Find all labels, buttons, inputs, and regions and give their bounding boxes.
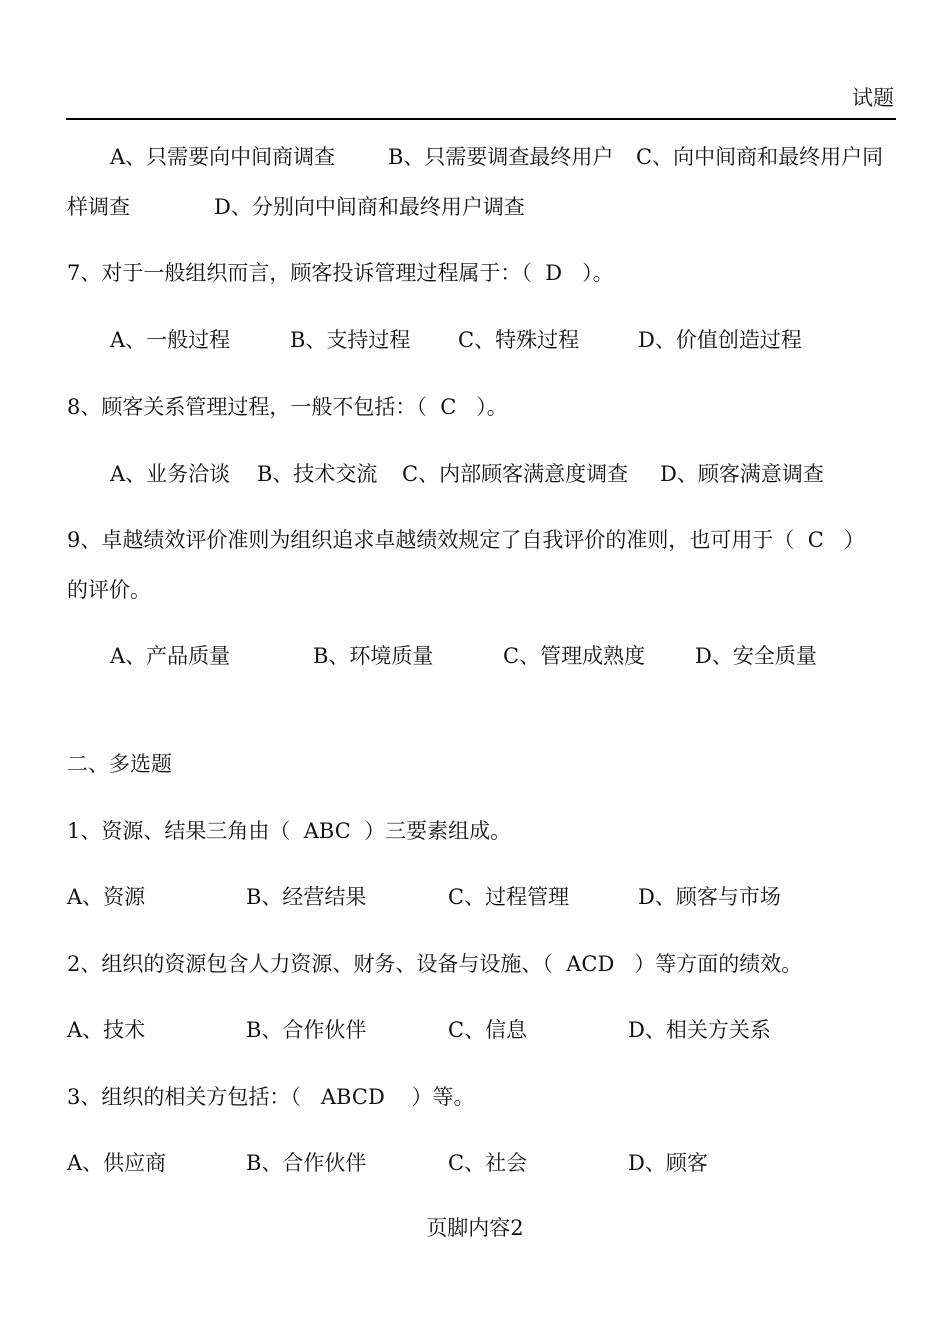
m3-option-a: A、供应商	[67, 1151, 167, 1175]
option-d: D、分别向中间商和最终用户调查	[214, 195, 525, 219]
m1-option-a: A、资源	[67, 885, 146, 909]
q7-option-c: C、特殊过程	[458, 328, 580, 352]
q8-option-c: C、内部顾客满意度调查	[402, 462, 629, 486]
q9-option-a: A、产品质量	[110, 644, 231, 668]
question-9: 9、卓越绩效评价准则为组织追求卓越绩效规定了自我评价的准则，也可用于（ C ）	[67, 528, 865, 552]
m1-option-c: C、过程管理	[448, 885, 570, 909]
m1-option-d: D、顾客与市场	[638, 885, 781, 909]
q8-option-d: D、顾客满意调查	[660, 462, 824, 486]
m1-option-b: B、经营结果	[246, 885, 367, 909]
header-divider	[66, 118, 896, 120]
option-a: A、只需要向中间商调查	[110, 145, 336, 169]
option-c: C、向中间商和最终用户同	[636, 145, 884, 169]
page-header-title: 试题	[852, 86, 894, 110]
m3-option-d: D、顾客	[628, 1151, 708, 1175]
m3-option-c: C、社会	[448, 1151, 528, 1175]
m2-option-d: D、相关方关系	[628, 1018, 771, 1042]
question-8: 8、顾客关系管理过程，一般不包括：（ C ）。	[67, 395, 508, 419]
q7-option-d: D、价值创造过程	[638, 328, 802, 352]
m2-option-a: A、技术	[67, 1018, 146, 1042]
q7-option-b: B、支持过程	[290, 328, 411, 352]
option-b: B、只需要调查最终用户	[388, 145, 614, 169]
multi-question-1: 1、资源、结果三角由（ ABC ）三要素组成。	[67, 819, 512, 843]
multi-question-3: 3、组织的相关方包括：（ ABCD ）等。	[67, 1085, 475, 1109]
q9-option-c: C、管理成熟度	[503, 644, 646, 668]
m3-option-b: B、合作伙伴	[246, 1151, 367, 1175]
section-title: 二、多选题	[67, 752, 172, 776]
question-7: 7、对于一般组织而言，顾客投诉管理过程属于：（ D ）。	[67, 261, 614, 285]
option-c-continued: 样调查	[67, 195, 130, 219]
question-9-continued: 的评价。	[67, 578, 151, 602]
page-footer: 页脚内容2	[426, 1216, 524, 1240]
q9-option-b: B、环境质量	[313, 644, 434, 668]
multi-question-2: 2、组织的资源包含人力资源、财务、设备与设施、（ ACD ）等方面的绩效。	[67, 952, 803, 976]
q7-option-a: A、一般过程	[110, 328, 231, 352]
q8-option-b: B、技术交流	[257, 462, 378, 486]
m2-option-c: C、信息	[448, 1018, 528, 1042]
q9-option-d: D、安全质量	[695, 644, 817, 668]
q8-option-a: A、业务洽谈	[110, 462, 231, 486]
m2-option-b: B、合作伙伴	[246, 1018, 367, 1042]
